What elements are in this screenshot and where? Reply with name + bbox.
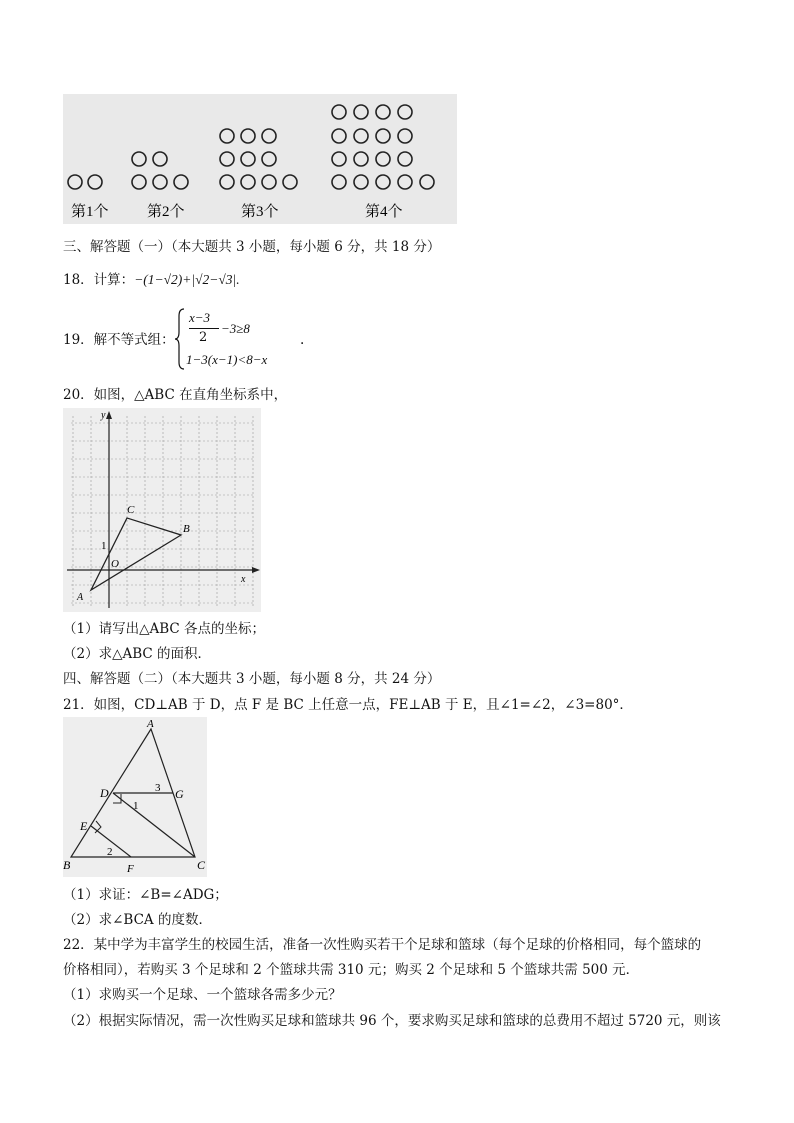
point-d-label: D <box>100 786 109 800</box>
system-brace-icon <box>175 308 185 370</box>
section-3-heading: 三、解答题（一）（本大题共 3 小题，每小题 6 分，共 18 分） <box>63 239 441 255</box>
q19-ineq2: 1−3(x−1)<8−x <box>186 352 268 367</box>
q22-sub1: （1）求购买一个足球、一个篮球各需多少元？ <box>63 987 342 1003</box>
q21-sub2: （2）求∠BCA 的度数． <box>63 912 212 928</box>
q19-ineq1-rest: −3≥8 <box>221 321 250 336</box>
vertex-c-label: C <box>197 858 206 872</box>
q22-sub2: （2）根据实际情况，需一次性购买足球和篮球共 96 个，要求购买足球和篮球的总费用不超过 5720 元，则该 <box>63 1013 721 1029</box>
pattern-label-3: 第3个 <box>241 204 279 220</box>
x-axis-label: x <box>241 574 246 585</box>
point-g-label: G <box>175 787 184 801</box>
q18-prefix: 18．计算： <box>63 272 135 288</box>
pattern-1 <box>68 175 102 189</box>
triangle-drawing <box>63 717 207 877</box>
q19-prefix: 19．解不等式组： <box>63 332 175 348</box>
point-f-label: F <box>127 863 134 875</box>
pattern-label-1: 第1个 <box>71 204 109 220</box>
vertex-b-label: B <box>63 858 71 872</box>
triangle-abc <box>91 518 181 590</box>
circle-pattern-drawing <box>63 94 457 224</box>
q18-expression: −(1−√2)+|√2−√3|. <box>134 272 240 287</box>
q21-sub1: （1）求证：∠B=∠ADG； <box>63 887 228 903</box>
grid-lines <box>71 416 253 606</box>
pattern-2 <box>132 152 188 189</box>
angle-3-label: 3 <box>155 782 161 794</box>
angle-1-label: 1 <box>133 800 139 812</box>
triangle-figure <box>63 717 207 877</box>
q22-line-2: 价格相同），若购买 3 个足球和 2 个篮球共需 310 元；购买 2 个足球和 5 个篮球共需 500 元． <box>63 962 640 978</box>
angle-2-label: 2 <box>107 846 113 858</box>
question-18 <box>63 271 240 289</box>
q19-ineq1-denominator: 2 <box>199 330 208 345</box>
vertex-a-label: A <box>147 718 154 730</box>
q20-sub1: （1）请写出△ABC 各点的坐标； <box>63 621 266 637</box>
origin-label: O <box>111 558 119 570</box>
question-21: 21．如图，CD⊥AB 于 D，点 F 是 BC 上任意一点，FE⊥AB 于 E，且∠1=∠2，∠3=80°． <box>63 697 633 713</box>
point-c-label: C <box>127 504 135 516</box>
section-4-heading: 四、解答题（二）（本大题共 3 小题，每小题 8 分，共 24 分） <box>63 671 441 687</box>
axes <box>67 411 260 608</box>
point-e-label: E <box>80 819 88 833</box>
question-20: 20．如图，△ABC 在直角坐标系中， <box>63 387 288 403</box>
circle-pattern-figure <box>63 94 457 224</box>
pattern-label-4: 第4个 <box>365 204 403 220</box>
coordinate-figure <box>63 408 261 612</box>
q20-sub2: （2）求△ABC 的面积． <box>63 646 212 662</box>
pattern-label-2: 第2个 <box>147 204 185 220</box>
point-a-label: A <box>77 592 84 603</box>
point-b-label: B <box>183 523 190 535</box>
q22-line-1: 22．某中学为丰富学生的校园生活，准备一次性购买若干个足球和篮球（每个足球的价格相同，每个篮球的 <box>63 937 702 953</box>
coordinate-grid-drawing <box>63 408 261 612</box>
y-axis-label: y <box>101 410 106 421</box>
q19-ineq1-numerator: x−3 <box>189 310 211 325</box>
pattern-3 <box>220 129 297 189</box>
pattern-4 <box>332 105 434 189</box>
q19-tail: . <box>300 332 305 348</box>
unit-label: 1 <box>101 540 107 552</box>
